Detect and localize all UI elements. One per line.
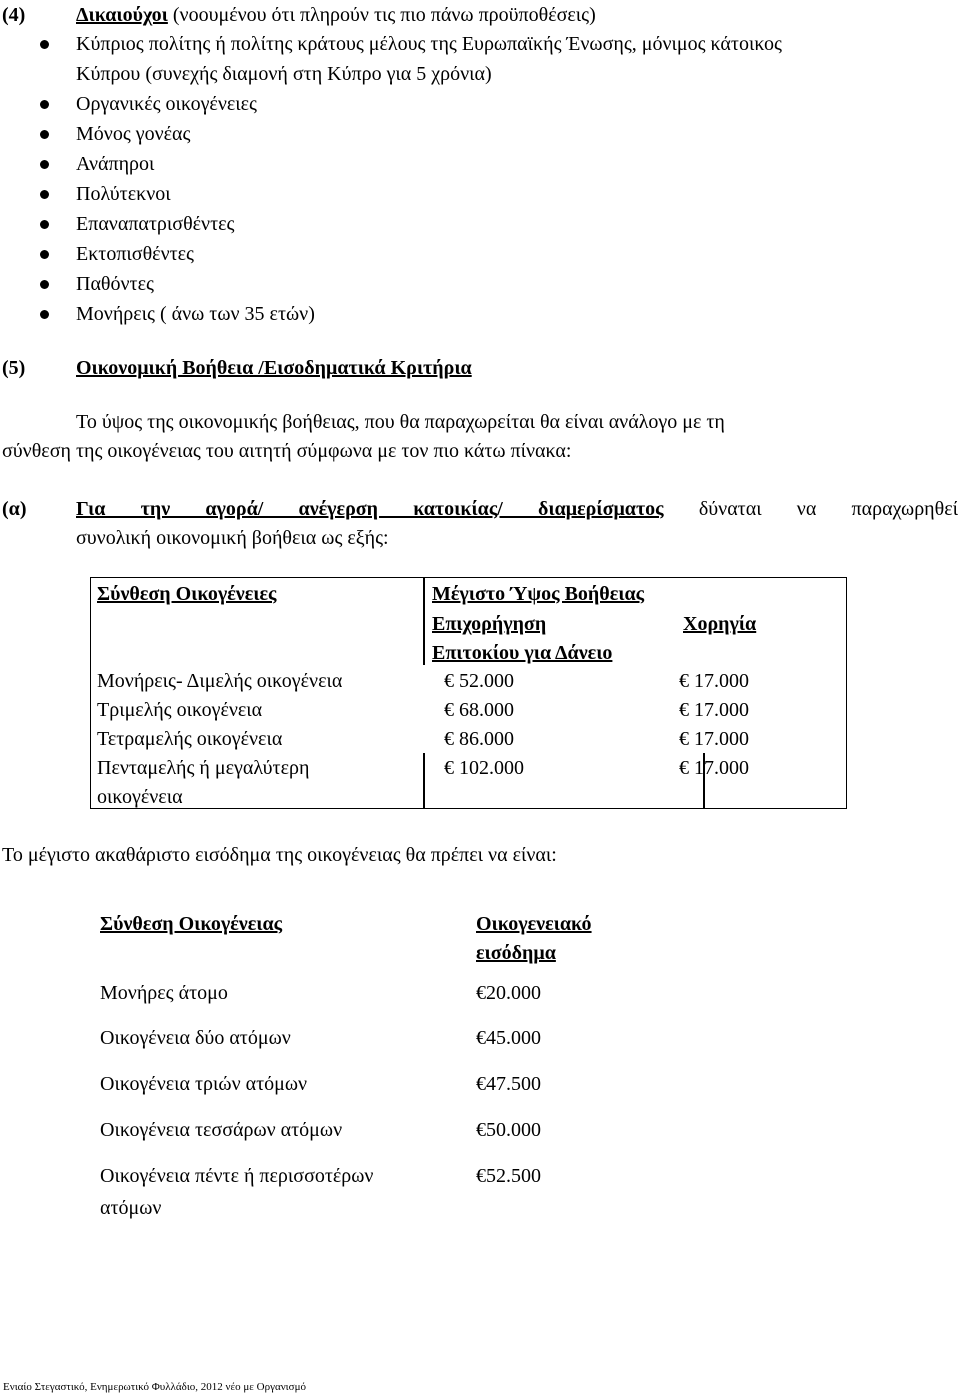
bullet-item-6: Επαναπατρισθέντες <box>76 213 235 235</box>
euro-sign: € <box>679 670 689 692</box>
bullet-item-1: Κύπριος πολίτης ή πολίτης κράτους μέλους της Ευρωπαϊκής Ένωσης, μόνιμος κάτοικος <box>76 33 782 55</box>
section-5-paragraph-line-2: σύνθεση της οικογένειας του αιτητή σύμφωνα με τον πιο κάτω πίνακα: <box>2 440 572 462</box>
euro-sign: € <box>476 1119 486 1141</box>
bullet-dot <box>40 40 49 49</box>
table2-col2-header: Οικογενειακό <box>476 913 592 935</box>
bullet-dot <box>40 130 49 139</box>
table1-subheader-grant: Χορηγία <box>683 613 757 635</box>
table2-row-income: €47.500 <box>476 1073 541 1095</box>
table-divider <box>423 753 425 809</box>
bullet-dot <box>40 310 49 319</box>
euro-sign: € <box>444 670 454 692</box>
section-5-title: Οικονομική Βοήθεια /Εισοδηματικά Κριτήρια <box>76 357 472 379</box>
section-4-title: Δικαιούχοι <box>76 4 168 26</box>
table1-row-loan: € 52.000 <box>444 670 514 692</box>
assistance-table <box>90 577 847 809</box>
table1-row-loan: € 86.000 <box>444 728 514 750</box>
bullet-item-7: Εκτοπισθέντες <box>76 243 194 265</box>
income-table <box>90 906 590 1226</box>
table2-row-label: Οικογένεια τριών ατόμων <box>100 1073 308 1095</box>
income-intro: Το μέγιστο ακαθάριστο εισόδημα της οικογένειας θα πρέπει να είναι: <box>2 844 557 866</box>
bullet-dot <box>40 160 49 169</box>
table1-subheader-loan: Επιχορήγηση <box>432 613 547 635</box>
table1-col1-header: Σύνθεση Οικογένειες <box>97 583 277 605</box>
euro-sign: € <box>444 728 454 750</box>
bullet-dot <box>40 250 49 259</box>
table2-row-income: €45.000 <box>476 1027 541 1049</box>
bullet-dot <box>40 100 49 109</box>
table1-row-grant: € 17.000 <box>679 699 749 721</box>
bullet-dot <box>40 190 49 199</box>
euro-sign: € <box>679 757 689 779</box>
table2-row-label-cont: ατόμων <box>100 1197 162 1219</box>
table1-subheader-loan-2: Επιτοκίου για Δάνειο <box>432 642 613 664</box>
table2-row-label: Μονήρες άτομο <box>100 982 228 1004</box>
euro-sign: € <box>476 1073 486 1095</box>
table1-row-grant: € 17.000 <box>679 757 749 779</box>
table1-col2-header: Μέγιστο Ύψος Βοήθειας <box>432 583 645 605</box>
table1-row-loan: € 102.000 <box>444 757 524 779</box>
table1-row-grant: € 17.000 <box>679 728 749 750</box>
bullet-item-1-cont: Κύπρου (συνεχής διαμονή στη Κύπρο για 5 χρόνια) <box>76 63 492 85</box>
section-4-number: (4) <box>2 4 26 26</box>
euro-sign: € <box>476 1165 486 1187</box>
bullet-dot <box>40 280 49 289</box>
table2-row-income: €20.000 <box>476 982 541 1004</box>
table2-row-label: Οικογένεια τεσσάρων ατόμων <box>100 1119 343 1141</box>
table1-row-label: Τριμελής οικογένεια <box>97 699 263 721</box>
item-a-line-1 <box>76 494 958 524</box>
item-a-line-2: συνολική οικονομική βοήθεια ως εξής: <box>76 527 389 549</box>
table2-row-income: €50.000 <box>476 1119 541 1141</box>
euro-sign: € <box>476 982 486 1004</box>
bullet-item-3: Μόνος γονέας <box>76 123 191 145</box>
bullet-item-4: Ανάπηροι <box>76 153 155 175</box>
section-4-heading <box>76 0 596 30</box>
euro-sign: € <box>444 699 454 721</box>
euro-sign: € <box>679 728 689 750</box>
section-5-paragraph-line-1: Το ύψος της οικονομικής βοήθειας, που θα παραχωρείται θα είναι ανάλογο με τη <box>76 411 725 433</box>
euro-sign: € <box>679 699 689 721</box>
bullet-item-8: Παθόντες <box>76 273 154 295</box>
table2-col1-header: Σύνθεση Οικογένειας <box>100 913 283 935</box>
table1-row-label: Πενταμελής ή μεγαλύτερη <box>97 757 310 779</box>
table1-row-label: Τετραμελής οικογένεια <box>97 728 283 750</box>
section-5-number: (5) <box>2 357 26 379</box>
item-a-bold-text: Για την αγορά/ ανέγερση κατοικίας/ διαμερίσματος <box>76 498 664 520</box>
table2-row-income: €52.500 <box>476 1165 541 1187</box>
bullet-item-9: Μονήρεις ( άνω των 35 ετών) <box>76 303 315 325</box>
bullet-item-2: Οργανικές οικογένειες <box>76 93 257 115</box>
table2-row-label: Οικογένεια δύο ατόμων <box>100 1027 291 1049</box>
table2-row-label: Οικογένεια πέντε ή περισσοτέρων <box>100 1165 374 1187</box>
item-a-label: (α) <box>2 498 27 520</box>
section-4 <box>0 0 960 330</box>
table1-row-label: Μονήρεις- Διμελής οικογένεια <box>97 670 343 692</box>
euro-sign: € <box>476 1027 486 1049</box>
section-4-subtitle: (νοουμένου ότι πληρούν τις πιο πάνω προϋποθέσεις) <box>167 4 596 26</box>
page-footer: Ενιαίο Στεγαστικό, Ενημερωτικό Φυλλάδιο, 2012 νέο με Οργανισμό <box>3 1381 306 1393</box>
item-a-rest-text: δύναται να παραχωρηθεί <box>663 498 958 520</box>
table1-row-loan: € 68.000 <box>444 699 514 721</box>
bullet-item-5: Πολύτεκνοι <box>76 183 171 205</box>
bullet-dot <box>40 220 49 229</box>
table1-row-grant: € 17.000 <box>679 670 749 692</box>
table-divider <box>423 578 425 665</box>
euro-sign: € <box>444 757 454 779</box>
table2-col2-header-2: εισόδημα <box>476 942 556 964</box>
table1-row-label-cont: οικογένεια <box>97 786 183 808</box>
